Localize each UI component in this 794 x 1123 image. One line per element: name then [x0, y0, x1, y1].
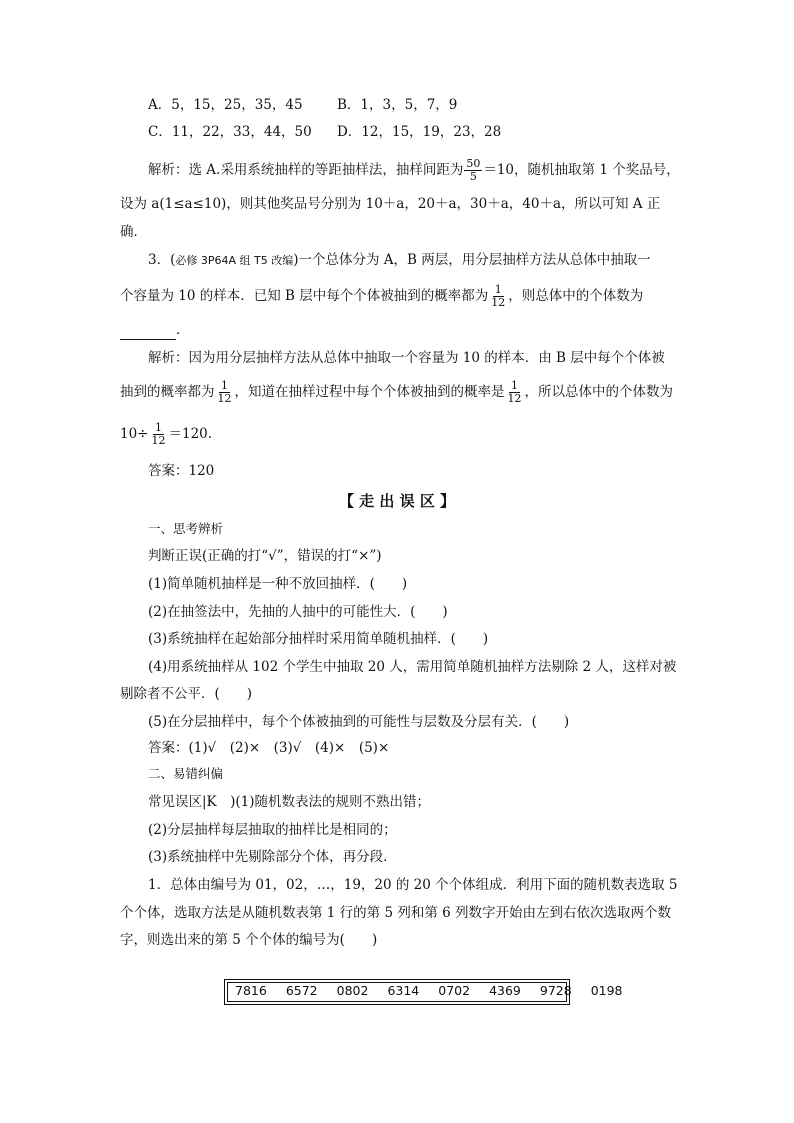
- judge-item-5: (5)在分层抽样中，每个个体被抽到的可能性与层数及分层有关．( ): [148, 714, 570, 730]
- judge-item-1: (1)简单随机抽样是一种不放回抽样．( ): [148, 576, 408, 592]
- fraction: $\frac{1}{12}$: [217, 379, 232, 405]
- q1-line-3: 字，则选出来的第 5 个个体的编号为( ): [120, 932, 378, 948]
- q3-solution-line-2: 抽到的概率都为 $\frac{1}{12}$ ，知道在抽样过程中每个个体被抽到的概率是 $\frac{1}{12}$ ，所以总体中的个体数为: [120, 379, 673, 405]
- q3-solution-line-1: 解析：因为用分层抽样方法从总体中抽取一个容量为 10 的样本．由 B 层中每个个体被: [148, 350, 665, 366]
- fraction: $\frac{1}{12}$: [491, 283, 506, 309]
- fraction: $\frac{50}{5}$: [466, 157, 481, 183]
- q2-solution-line-1: 解析：选 A.采用系统抽样的等距抽样法，抽样间距为 $\frac{50}{5}$ ＝10，随机抽取第 1 个奖品号，: [148, 157, 680, 183]
- q3-solution-line-3: 10÷ $\frac{1}{12}$ ＝120.: [120, 421, 213, 447]
- option-d: D．12，15，19，23，28: [337, 124, 502, 140]
- option-b: B．1，3，5，7，9: [337, 97, 458, 113]
- q2-solution-line-3: 确．: [120, 224, 147, 240]
- answer-blank: [120, 325, 176, 340]
- error-line-1: 常见误区|K )(1)随机数表法的规则不熟出错；: [148, 794, 431, 810]
- judge-item-4: (4)用系统抽样从 102 个学生中抽取 20 人，需用简单随机抽样方法剔除 2 人，这样对被: [148, 659, 677, 675]
- option-c: C．11，22，33，44，50: [148, 124, 312, 140]
- part2-heading: 二、易错纠偏: [148, 766, 224, 781]
- judge-item-3: (3)系统抽样在起始部分抽样时采用简单随机抽样．( ): [148, 631, 489, 647]
- error-line-2: (2)分层抽样每层抽取的抽样比是相同的；: [148, 822, 397, 838]
- judge-answers: 答案：(1)√ (2)× (3)√ (4)× (5)×: [148, 740, 390, 756]
- option-a: A．5，15，25，35，45: [148, 97, 303, 113]
- table-cell: 0198: [590, 983, 623, 998]
- section-title: 【 走 出 误 区 】: [338, 492, 456, 510]
- q3-line-2: 个容量为 10 的样本．已知 B 层中每个个体被抽到的概率都为 $\frac{1}{12}$ ，则总体中的个体数为: [120, 283, 644, 309]
- q1-line-1: 1．总体由编号为 01，02，…，19，20 的 20 个个体组成．利用下面的随机数表选取 5: [148, 877, 678, 893]
- instruction: 判断正误(正确的打“√”，错误的打“×”): [148, 548, 382, 564]
- table-cell: 0702: [438, 983, 471, 998]
- table-cell: 6314: [387, 983, 420, 998]
- table-cell: 4369: [489, 983, 521, 998]
- q3-line-1: 3．(必修 3P64A 组 T5 改编)一个总体分为 A，B 两层，用分层抽样方法从总体中抽取一: [148, 252, 651, 268]
- q1-line-2: 个个体，选取方法是从随机数表第 1 行的第 5 列和第 6 列数字开始由左到右依次选取两个数: [120, 905, 672, 921]
- random-number-table: [224, 979, 623, 1005]
- part1-heading: 一、思考辨析: [148, 521, 224, 536]
- table-cell: 6572: [285, 983, 318, 998]
- judge-item-4-cont: 剔除者不公平．( ): [120, 686, 253, 702]
- q2-solution-line-2: 设为 a(1≤a≤10)，则其他奖品号分别为 10＋a，20＋a，30＋a，40＋a，所以可知 A 正: [120, 196, 661, 212]
- table-cell: 7816: [235, 983, 267, 998]
- table-cell: 0802: [336, 983, 369, 998]
- q3-line-3: ．: [120, 320, 190, 340]
- judge-item-2: (2)在抽签法中，先抽的人抽中的可能性大．( ): [148, 604, 448, 620]
- fraction: $\frac{1}{12}$: [151, 421, 166, 447]
- q3-answer: 答案：120: [148, 463, 215, 479]
- table-cell: 9728: [539, 983, 572, 998]
- fraction: $\frac{1}{12}$: [507, 379, 522, 405]
- error-line-3: (3)系统抽样中先剔除部分个体，再分段．: [148, 849, 397, 865]
